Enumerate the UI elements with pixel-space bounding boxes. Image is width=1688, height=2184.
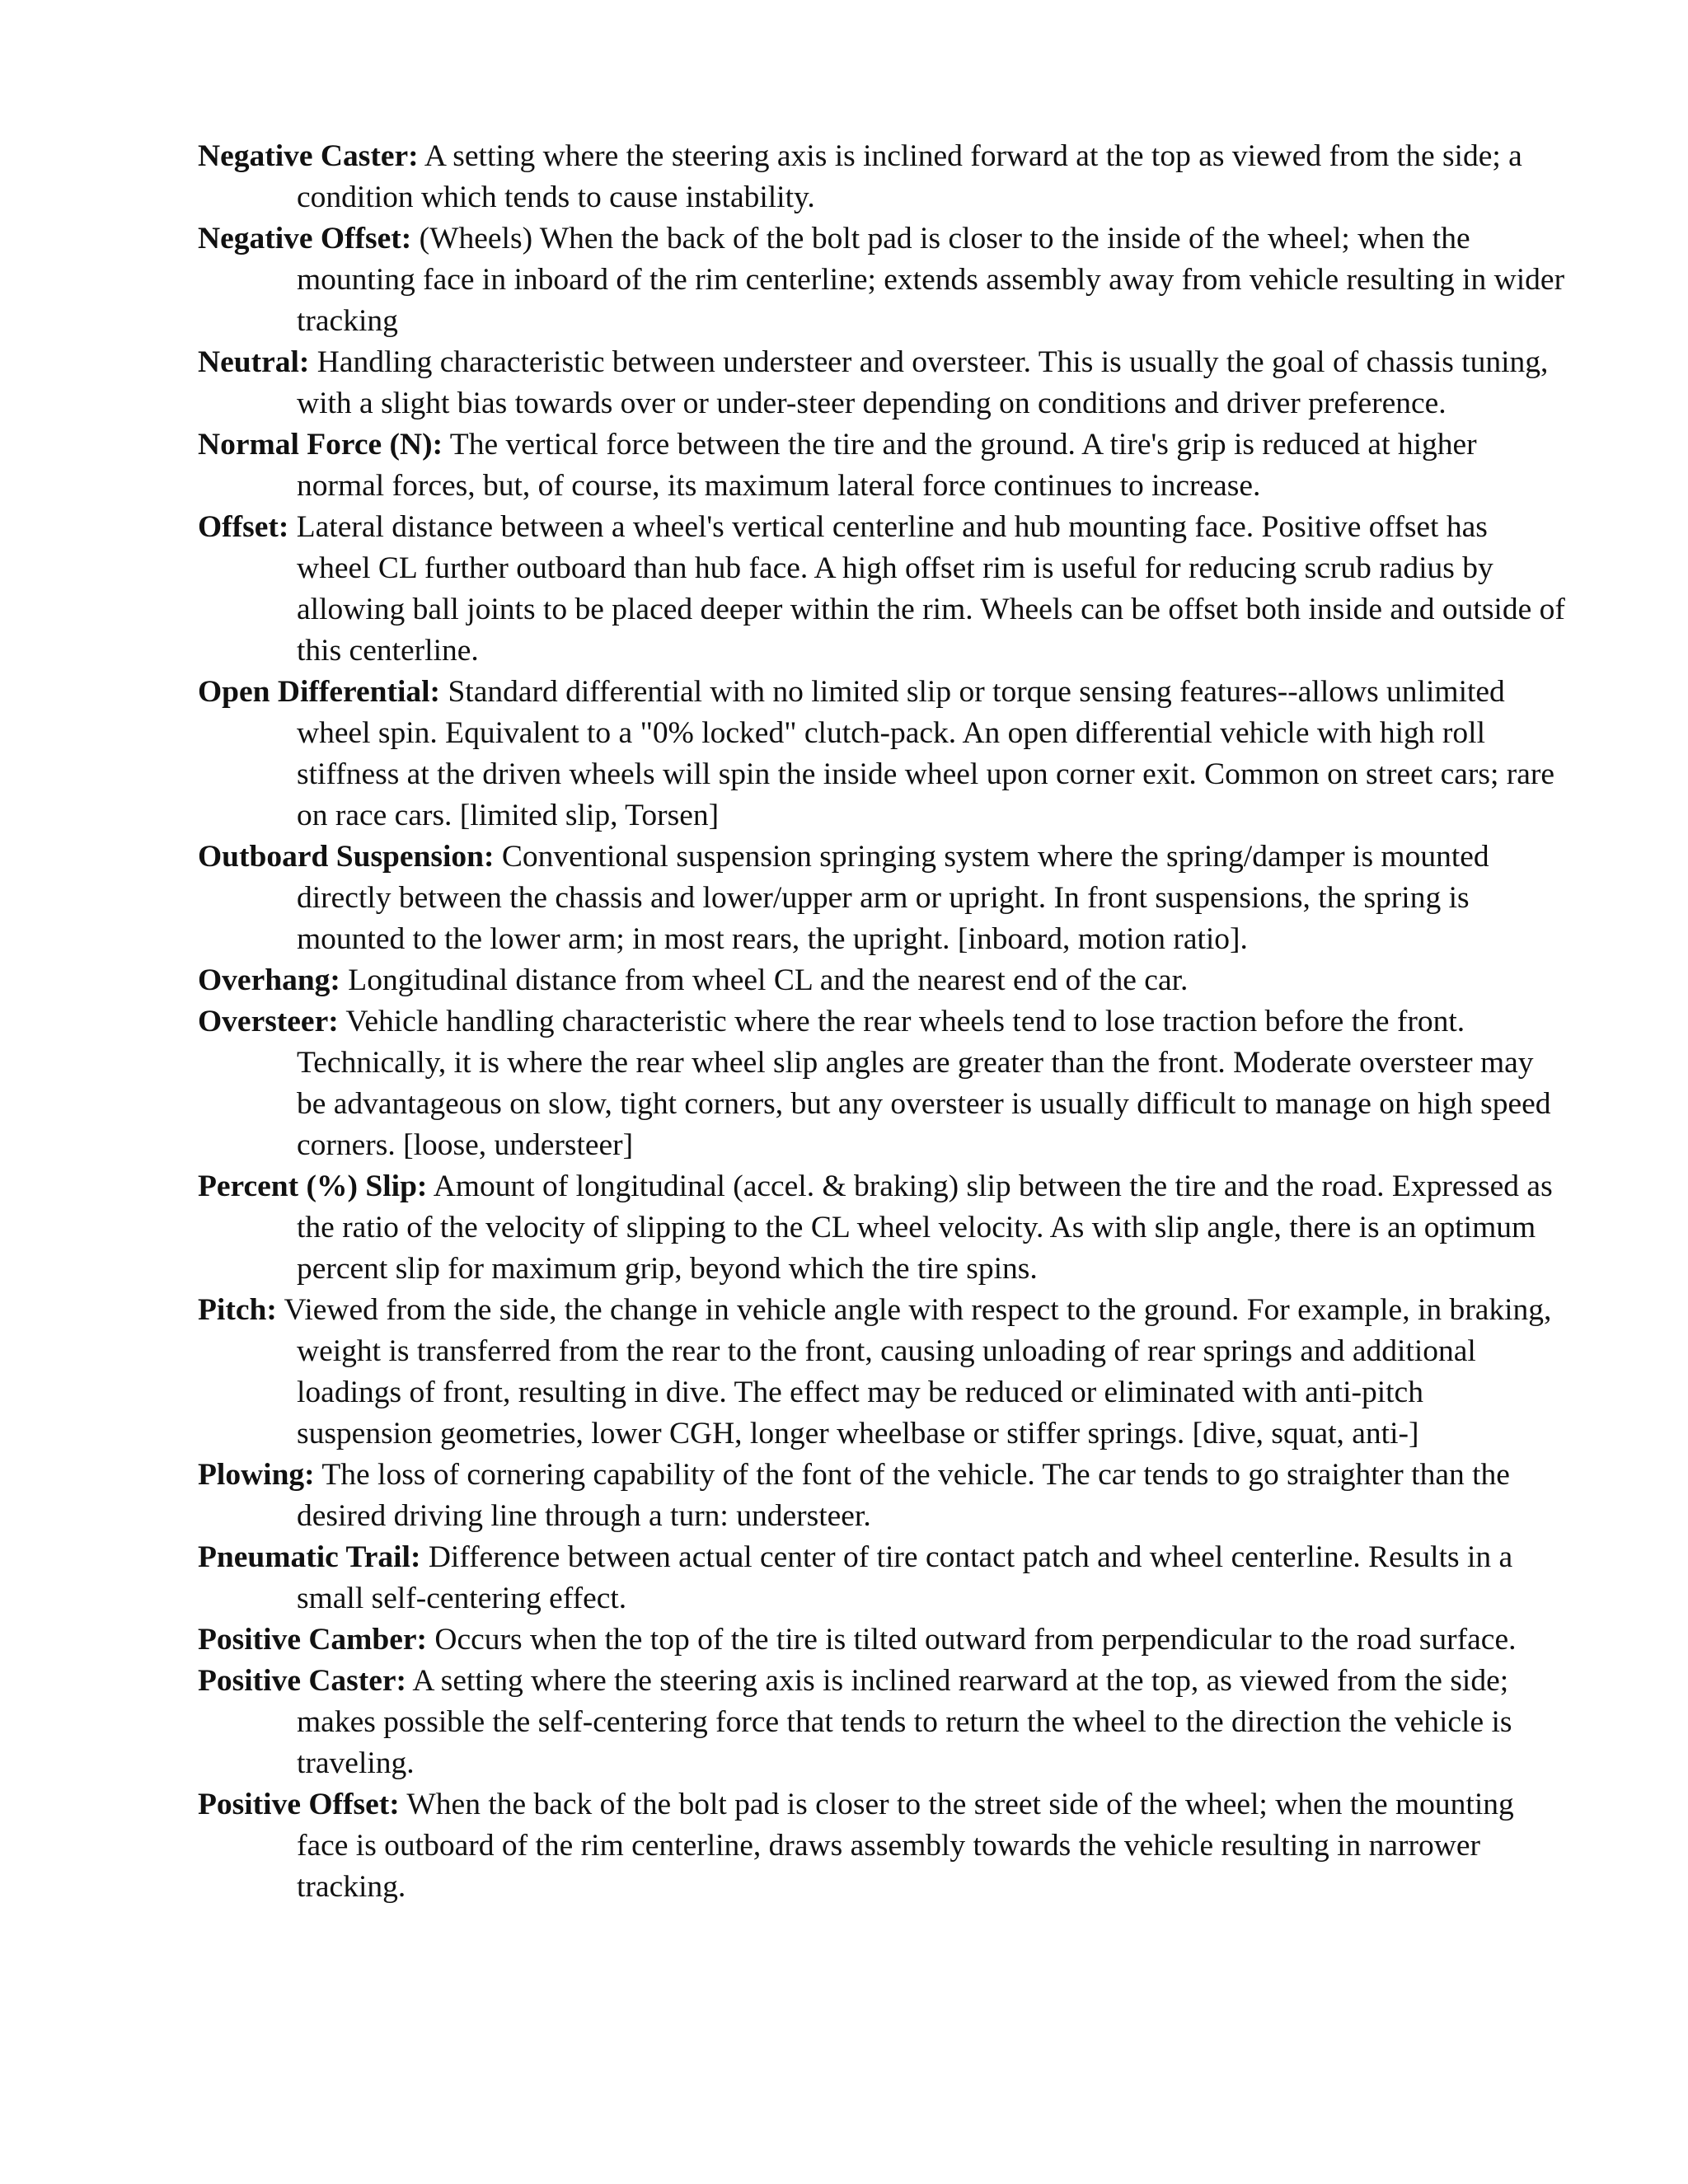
glossary-term: Positive Offset: [198, 1788, 400, 1821]
glossary-term: Negative Offset: [198, 222, 412, 255]
glossary-definition: The vertical force between the tire and the ground. A tire's grip is reduced at higher normal forces, but, of course, its maximum lateral force continues to increase. [297, 428, 1477, 503]
glossary-term: Outboard Suspension: [198, 840, 495, 874]
glossary-entry-positive-camber [198, 1619, 1566, 1661]
glossary-definition: Difference between actual center of tire contact patch and wheel centerline. Results in a small self-centering effect. [297, 1540, 1513, 1615]
glossary-term: Positive Caster: [198, 1664, 407, 1698]
glossary-term: Percent (%) Slip: [198, 1169, 428, 1203]
glossary-entry-negative-offset [198, 218, 1566, 342]
glossary-entry-pneumatic-trail [198, 1537, 1566, 1619]
glossary-definition: Vehicle handling characteristic where the rear wheels tend to lose traction before the front. Technically, it is where the rear wheel slip angles are greater than the front. Moderate oversteer may be advantageous on slow, tight corners, but any oversteer is usually difficult to manage on high speed corners. [loose, understeer] [297, 1005, 1551, 1162]
glossary-term: Offset: [198, 510, 289, 544]
glossary-term: Pitch: [198, 1293, 277, 1327]
glossary-term: Pneumatic Trail: [198, 1540, 421, 1574]
glossary-entry-pitch [198, 1290, 1566, 1455]
glossary-entry-offset [198, 507, 1566, 672]
glossary-definition: Conventional suspension springing system where the spring/damper is mounted directly between the chassis and lower/upper arm or upright. In front suspensions, the spring is mounted to the lower arm; in most rears, the upright. [inboard, motion ratio]. [297, 840, 1489, 956]
glossary-definition: A setting where the steering axis is inclined forward at the top as viewed from the side; a condition which tends to cause instability. [297, 139, 1522, 214]
glossary-term: Positive Camber: [198, 1623, 428, 1657]
glossary-entry-positive-offset [198, 1784, 1566, 1908]
glossary-definition: Longitudinal distance from wheel CL and the nearest end of the car. [340, 963, 1189, 997]
glossary-definition: Lateral distance between a wheel's vertical centerline and hub mounting face. Positive offset has wheel CL further outboard than hub face. A high offset rim is useful for reducing scrub radius by allowing ball joints to be placed deeper within the rim. Wheels can be offset both inside and outside of this centerline. [288, 510, 1565, 668]
glossary-term: Neutral: [198, 345, 310, 379]
glossary-entry-overhang [198, 960, 1566, 1001]
glossary-term: Overhang: [198, 963, 340, 997]
glossary-term: Open Differential: [198, 675, 441, 709]
glossary-definition: Viewed from the side, the change in vehicle angle with respect to the ground. For example, in braking, weight is transferred from the rear to the front, causing unloading of rear springs and additional loadings of front, resulting in dive. The effect may be reduced or eliminated with anti-pitch suspension geometries, lower CGH, longer wheelbase or stiffer springs. [dive, squat, anti-] [276, 1293, 1552, 1451]
glossary-term: Negative Caster: [198, 139, 419, 173]
glossary-page [198, 136, 1566, 1908]
glossary-entry-oversteer [198, 1001, 1566, 1166]
glossary-entry-negative-caster [198, 136, 1566, 218]
glossary-definition: The loss of cornering capability of the font of the vehicle. The car tends to go straighter than the desired driving line through a turn: understeer. [297, 1458, 1510, 1533]
glossary-entry-percent-slip [198, 1166, 1566, 1290]
glossary-definition: (Wheels) When the back of the bolt pad is closer to the inside of the wheel; when the mounting face in inboard of the rim centerline; extends assembly away from vehicle resulting in wider tracking [297, 222, 1565, 338]
glossary-definition: Standard differential with no limited slip or torque sensing features--allows unlimited wheel spin. Equivalent to a "0% locked" clutch-pack. An open differential vehicle with high roll stiffness at the driven wheels will spin the inside wheel upon corner exit. Common on street cars; rare on race cars. [limited slip, Torsen] [297, 675, 1555, 832]
glossary-definition: A setting where the steering axis is inclined rearward at the top, as viewed from the side; makes possible the self-centering force that tends to return the wheel to the direction the vehicle is traveling. [297, 1664, 1512, 1780]
glossary-definition: When the back of the bolt pad is closer to the street side of the wheel; when the mounting face is outboard of the rim centerline, draws assembly towards the vehicle resulting in narrower tracking. [297, 1788, 1514, 1904]
glossary-entry-plowing [198, 1455, 1566, 1537]
glossary-definition: Occurs when the top of the tire is tilted outward from perpendicular to the road surface. [427, 1623, 1517, 1657]
glossary-term: Plowing: [198, 1458, 315, 1492]
glossary-entry-neutral [198, 342, 1566, 424]
glossary-term: Normal Force (N): [198, 428, 443, 462]
glossary-entry-normal-force [198, 424, 1566, 507]
glossary-entry-positive-caster [198, 1661, 1566, 1784]
glossary-term: Oversteer: [198, 1005, 339, 1038]
glossary-entry-open-differential [198, 672, 1566, 837]
glossary-definition: Handling characteristic between understeer and oversteer. This is usually the goal of chassis tuning, with a slight bias towards over or under-steer depending on conditions and driver preference. [297, 345, 1549, 420]
glossary-entry-outboard-suspension [198, 837, 1566, 960]
glossary-definition: Amount of longitudinal (accel. & braking) slip between the tire and the road. Expressed as the ratio of the velocity of slipping to the CL wheel velocity. As with slip angle, there is an optimum percent slip for maximum grip, beyond which the tire spins. [297, 1169, 1553, 1286]
